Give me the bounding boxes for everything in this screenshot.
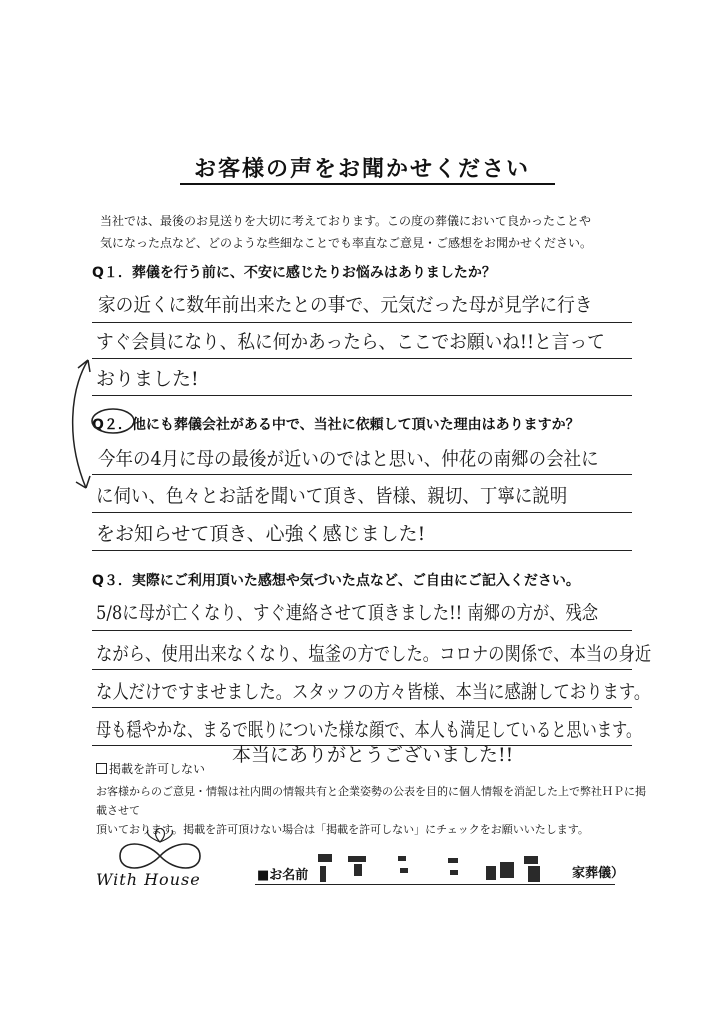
- title-underline: [180, 183, 555, 185]
- q3-rule-3: [92, 707, 632, 708]
- q3-answer-line-3: な人だけですませました。スタッフの方々皆様、本当に感謝しております。: [96, 681, 651, 703]
- q2-rule-1: [92, 474, 632, 475]
- name-underline: [255, 884, 615, 885]
- form-title: お客様の声をお聞かせください: [193, 157, 530, 182]
- name-suffix: 家葬儀）: [572, 866, 625, 881]
- q2-answer-line-1: 今年の4月に母の最後が近いのではと思い、仲花の南郷の会社に: [98, 448, 599, 470]
- lotus-infinity-logo: [100, 828, 220, 872]
- curved-double-arrow-icon: [62, 350, 102, 500]
- q2-question: Q２．他にも葬儀会社がある中で、当社に依頼して頂いた理由はありますか？: [92, 417, 580, 433]
- q1-rule-3: [92, 395, 632, 396]
- q2-answer-line-3: をお知らせて頂き、心強く感じました!: [96, 523, 426, 545]
- name-redacted: [310, 852, 570, 886]
- q3-rule-2: [92, 669, 632, 670]
- q2-answer-line-2: に伺い、色々とお話を聞いて頂き、皆様、親切、丁寧に説明: [96, 485, 568, 507]
- publish-permission[interactable]: [96, 760, 205, 777]
- q3-answer-line-1: 5/8に母が亡くなり、すぐ連絡させて頂きました!! 南郷の方が、残念: [96, 602, 599, 624]
- q3-answer-line-4: 母も穏やかな、まるで眠りについた様な顔で、本人も満足していると思います。: [96, 719, 642, 741]
- q2-rule-2: [92, 512, 632, 513]
- q1-rule-2: [92, 358, 632, 359]
- intro-line-2: 気になった点など、どのような些細なことでも率直なご意見・ご感想をお聞かせください。: [100, 236, 593, 250]
- q2-rule-3: [92, 550, 632, 551]
- intro-line-1: 当社では、最後のお見送りを大切に考えております。この度の葬儀において良かったことや: [100, 214, 592, 228]
- publish-notice-line-1: お客様からのご意見・情報は社内間の情報共有と企業姿勢の公表を目的に個人情報を消記した上で弊社ＨＰに掲載させて: [96, 785, 646, 817]
- q1-rule-1: [92, 322, 632, 323]
- publish-notice-line-2: 頂いております。掲載を許可頂けない場合は「掲載を許可しない」にチェックをお願いいたします。: [96, 823, 589, 836]
- q3-rule-1: [92, 630, 632, 631]
- q1-answer-line-3: おりました!: [96, 368, 199, 390]
- logo-text: With House: [96, 870, 201, 889]
- q3-answer-line-5: 本当にありがとうございました!!: [232, 744, 514, 766]
- q3-question: Q３．実際にご利用頂いた感想や気づいた点など、ご自由にご記入ください。: [92, 573, 580, 589]
- name-label: ■お名前: [257, 868, 309, 883]
- q3-answer-line-2: ながら、使用出来なくなり、塩釜の方でした。コロナの関係で、本当の身近: [96, 643, 652, 665]
- no-publish-checkbox[interactable]: [96, 763, 107, 774]
- q1-question: Q１．葬儀を行う前に、不安に感じたりお悩みはありましたか？: [92, 265, 496, 281]
- q1-answer-line-2: すぐ会員になり、私に何かあったら、ここでお願いね!!と言って: [96, 331, 605, 353]
- intro-text: [100, 210, 660, 254]
- q1-answer-line-1: 家の近くに数年前出来たとの事で、元気だった母が見学に行き: [98, 294, 593, 316]
- no-publish-label: 掲載を許可しない: [109, 762, 206, 776]
